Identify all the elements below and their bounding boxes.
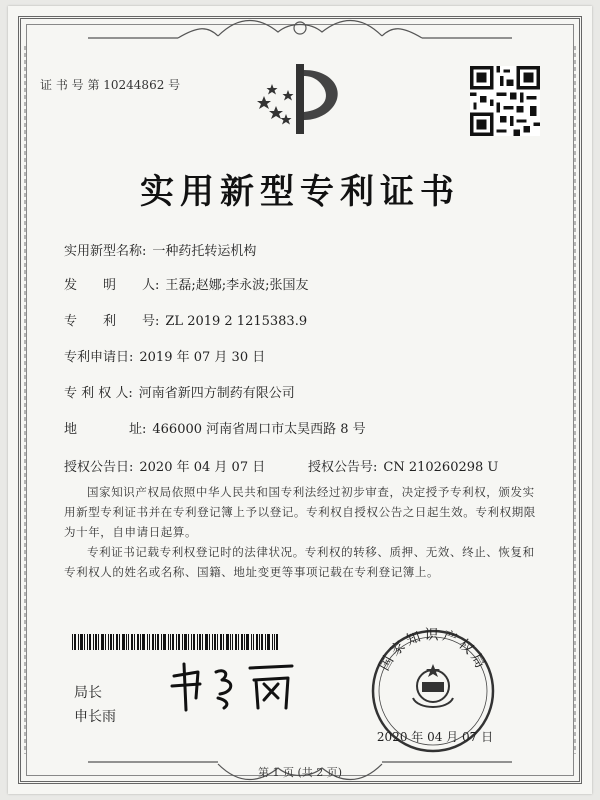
left-ornament xyxy=(18,46,32,754)
address-label: 地 址: xyxy=(64,422,147,437)
design-name-label: 实用新型名称: xyxy=(64,244,147,259)
owner-label: 专 利 权 人: xyxy=(64,386,133,401)
grant-date-row xyxy=(64,456,265,475)
patent-number-row xyxy=(64,310,307,329)
patent-number-value: ZL 2019 2 1215383.9 xyxy=(165,314,308,329)
seal-date: 2020 年 04 月 07 日 xyxy=(376,730,494,744)
design-name-value: 一种药托转运机构 xyxy=(152,244,257,259)
owner-row xyxy=(64,382,295,401)
grant-date-value: 2020 年 04 月 07 日 xyxy=(139,460,266,475)
grant-date-label: 授权公告日: xyxy=(64,460,134,475)
seal-text: 国家知识产权局 xyxy=(376,627,490,674)
certificate-title: 实用新型专利证书 xyxy=(140,172,460,212)
publication-number-value: CN 210260298 U xyxy=(383,460,499,475)
top-ornament xyxy=(28,16,572,48)
address-value: 466000 河南省周口市太昊西路 8 号 xyxy=(152,422,366,437)
grant-statement-paragraph: 国家知识产权局依照中华人民共和国专利法经过初步审查，决定授予专利权，颁发实用新型专利证书并在专利登记簿上予以登记。专利权自授权公告之日起生效。专利权期限为十年，自申请日起算。 xyxy=(64,485,536,539)
inventor-value: 王磊;赵娜;李永波;张国友 xyxy=(165,278,309,293)
design-name-row xyxy=(64,240,256,259)
owner-value: 河南省新四方制药有限公司 xyxy=(138,386,295,401)
handwritten-signature xyxy=(164,658,314,714)
publication-number-row xyxy=(308,456,498,475)
cnipa-emblem-icon xyxy=(244,56,354,146)
inventor-label: 发 明 人: xyxy=(64,278,160,293)
certificate-number: 证 书 号 第 10244862 号 xyxy=(40,78,181,92)
barcode-icon xyxy=(72,634,280,650)
filing-date-row xyxy=(64,346,265,365)
qr-code-icon xyxy=(470,66,540,136)
patent-number-label: 专 利 号: xyxy=(64,314,160,329)
right-ornament xyxy=(568,46,582,754)
publication-number-label: 授权公告号: xyxy=(308,460,378,475)
address-row xyxy=(64,418,366,437)
signatory-name: 申长雨 xyxy=(74,709,116,725)
page-number: 第 1 页 (共 2 页) xyxy=(257,766,343,779)
filing-date-label: 专利申请日: xyxy=(64,350,134,365)
certificate-page xyxy=(8,6,592,794)
filing-date-value: 2019 年 07 月 30 日 xyxy=(139,350,266,365)
legal-status-paragraph: 专利证书记载专利权登记时的法律状况。专利权的转移、质押、无效、终止、恢复和专利权人的姓名或名称、国籍、地址变更等事项记载在专利登记簿上。 xyxy=(64,545,535,579)
inventor-row xyxy=(64,274,309,293)
signatory-role: 局长 xyxy=(74,685,102,701)
